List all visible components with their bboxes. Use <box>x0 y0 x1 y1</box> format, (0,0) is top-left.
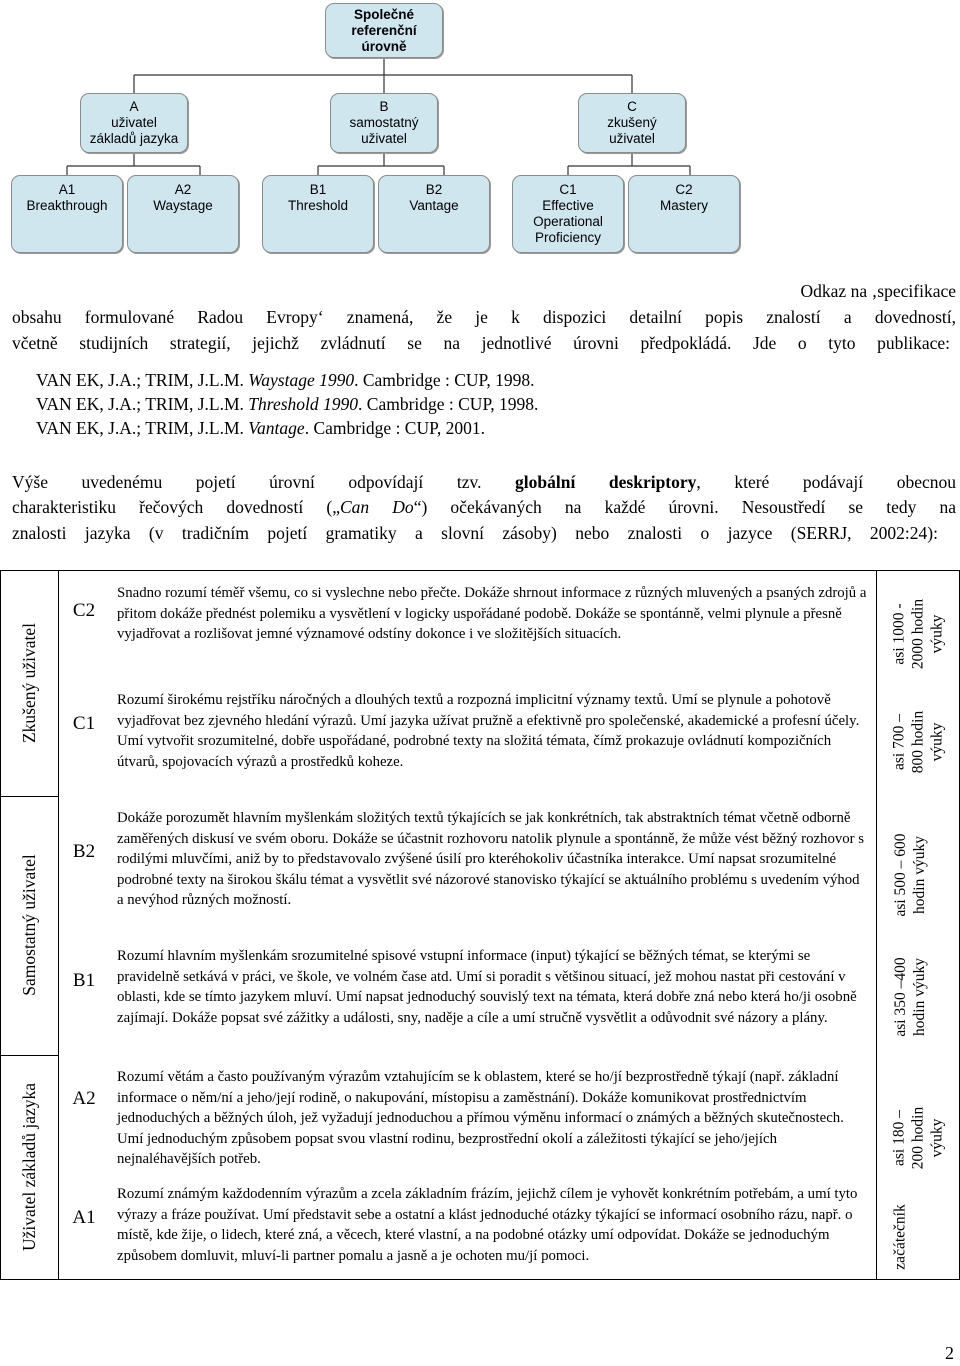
tree-root-node <box>325 3 443 58</box>
hours-line: začátečník <box>891 1204 909 1270</box>
hours-line: 200 hodin <box>909 1106 927 1170</box>
hours-line: asi 350 –400 <box>892 957 909 1037</box>
table-border <box>876 570 877 1280</box>
reference-item <box>36 417 485 440</box>
intro-text: včetně studijních strategií, jejichž zvládnutí se na jednotlivé úrovni předpokládá. Jde o tyto publikace: <box>12 333 950 353</box>
intro-line-3 <box>12 331 950 357</box>
intro-text: Odkaz na ‚specifikace <box>800 281 956 301</box>
descriptors-line-3 <box>12 521 938 547</box>
level-line: Breakthrough <box>26 198 108 213</box>
level-line: Operational <box>533 214 603 229</box>
level-code-a2: A2 <box>72 1088 96 1109</box>
reference-item <box>36 369 534 392</box>
ref-title: Waystage 1990 <box>248 370 355 390</box>
tree-level-c1 <box>512 175 624 253</box>
descriptors-text: znalosti jazyka (v tradičním pojetí gramatiky a slovní zásoby) nebo znalosti o jazyce (SERRJ, 2002:24): <box>12 523 938 543</box>
hours-line: hodin výuky <box>911 836 928 914</box>
hours-a2 <box>890 1107 947 1169</box>
level-code-b2: B2 <box>72 841 96 862</box>
hours-line: 800 hodin <box>909 710 927 774</box>
group-line: zkušený <box>607 115 657 130</box>
hours-line: asi 1000 - <box>890 603 908 665</box>
root-line: Společné <box>353 6 415 22</box>
tree-level-b2 <box>378 175 490 253</box>
intro-line-2 <box>12 305 956 331</box>
level-line: Effective <box>542 198 594 213</box>
level-line: C1 <box>559 182 577 197</box>
group-line: uživatel <box>361 131 407 146</box>
levels-table <box>0 570 960 1280</box>
descriptors-text: , které podávají obecnou <box>696 472 956 492</box>
ref-rest: . Cambridge : CUP, 2001. <box>304 418 486 438</box>
group-line: samostatný <box>349 115 419 130</box>
root-line: referenční <box>351 22 417 38</box>
hours-b2 <box>891 833 929 916</box>
hours-line: výuky <box>928 1118 946 1158</box>
level-code-a1: A1 <box>72 1207 96 1228</box>
reference-item <box>36 393 538 416</box>
intro-line-1 <box>12 279 956 305</box>
hours-line: asi 700 – <box>890 714 908 770</box>
group-divider <box>0 1055 58 1056</box>
level-line: Vantage <box>409 198 459 213</box>
group-label-a: Uživatel základů jazyka <box>19 1082 39 1252</box>
level-line: Proficiency <box>534 230 602 245</box>
hours-c2 <box>890 599 947 669</box>
group-label-c: Zkušený uživatel <box>19 622 39 744</box>
ref-authors: VAN EK, J.A.; TRIM, J.L.M. <box>36 370 249 390</box>
table-border <box>58 570 59 1280</box>
descriptors-line-2 <box>12 495 956 521</box>
hours-line: výuky <box>928 722 946 762</box>
group-line: B <box>379 99 389 114</box>
level-line: Mastery <box>659 198 708 213</box>
ref-rest: . Cambridge : CUP, 1998. <box>358 394 539 414</box>
level-description-b1: Rozumí hlavním myšlenkám srozumitelné spisové vstupní informace (input) týkající se běžných témat, se kterými se pravidelně setkává v práci, ve škole, ve volném čase atd. Umí si poradit s většinou situací, jež mohou nastat při cestování v oblasti, kde se tímto jazykem mluví. Umí napsat jednoduchý souvislý text na témata, která dobře zná nebo která ho/ji osobně zajímají. Dokáže popsat své zážitky a události, sny, naděje a cíle a umí stručně vysvětlit a odůvodnit své názory a plány. <box>117 948 857 1026</box>
hours-line: hodin výuky <box>911 958 928 1036</box>
level-line: A2 <box>174 182 192 197</box>
table-border <box>0 570 1 1280</box>
tree-level-b1 <box>262 175 374 253</box>
tree-group-c <box>578 93 686 153</box>
tree-group-b <box>330 93 438 153</box>
group-line: uživatel <box>609 131 655 146</box>
tree-level-a2 <box>127 175 239 253</box>
level-description-b2: Dokáže porozumět hlavním myšlenkám složitých textů týkajících se jak konkrétních, tak abstraktních témat včetně odborně zaměřených diskusí ve svém oboru. Dokáže se účastnit rozhovoru natolik plynule a spontánně, že může vést běžný rozhovor s rodilými mluvčími, aniž by to představovalo zvýšené úsilí pro kteréhokoliv účastníka interakce. Umí napsat srozumitelné podrobné texty na širokou škálu témat a vysvětlit své názorové stanovisko týkající se aktuálního problému s uvedením výhod a nevýhod různých možností. <box>117 810 865 908</box>
group-label-b: Samostatný uživatel <box>19 854 39 996</box>
ref-title: Vantage <box>248 418 305 438</box>
table-border <box>0 1279 960 1280</box>
group-line: základů jazyka <box>89 131 179 146</box>
hours-line: 2000 hodin <box>909 598 927 670</box>
descriptors-text: Výše uvedenému pojetí úrovní odpovídají tzv. <box>12 472 516 492</box>
level-line: C2 <box>675 182 693 197</box>
group-line: C <box>627 99 637 114</box>
hours-a1 <box>891 1204 910 1269</box>
hours-b1 <box>891 957 929 1036</box>
level-line: A1 <box>58 182 76 197</box>
descriptors-line-1 <box>12 470 956 496</box>
hours-line: výuky <box>928 614 946 654</box>
ref-title: Threshold 1990 <box>248 394 359 414</box>
descriptors-italic: Can Do <box>339 497 414 517</box>
level-line: B1 <box>309 182 327 197</box>
hours-line: asi 180 – <box>890 1110 908 1166</box>
group-divider <box>0 796 58 797</box>
group-line: A <box>129 99 139 114</box>
hours-line: asi 500 – 600 <box>892 833 909 917</box>
level-line: B2 <box>425 182 443 197</box>
intro-text: obsahu formulované Radou Evropy‘ znamená, že je k dispozici detailní popis znalostí a dovedností, <box>12 307 956 327</box>
tree-group-a <box>80 93 188 153</box>
table-border <box>0 570 960 571</box>
level-description-c2: Snadno rozumí téměř všemu, co si vyslechne nebo přečte. Dokáže shrnout informace z různých mluvených a psaných zdrojů a přitom dokáže přednést polemiku a vysvětlení v logicky uspořádané podobě. Dokáže se spontánně, velmi plynule a přesně vyjadřovat a rozlišovat jemné významové odstíny dokonce i ve složitějších situacích. <box>117 585 867 642</box>
page-number: 2 <box>945 1343 954 1363</box>
ref-authors: VAN EK, J.A.; TRIM, J.L.M. <box>36 394 249 414</box>
hours-c1 <box>890 711 947 773</box>
tree-level-c2 <box>628 175 740 253</box>
level-description-a2: Rozumí větám a často používaným výrazům vztahujícím se k oblastem, které se ho/jí bezprostředně týkají (např. základní informace o něm/ní a jeho/její rodině, o nakupování, místopisu a zaměstnání). Dokáže komunikovat prostřednictvím jednoduchých a běžných úloh, jež vyžadují jednoduchou a přímou výměnu informací o známých a běžných skutečnostech. Umí jednoduchým způsobem popsat svou vlastní rodinu, bezprostřední okolí a záležitosti týkající se jeho/jejích nejnaléhavějších potřeb. <box>117 1069 844 1167</box>
ref-authors: VAN EK, J.A.; TRIM, J.L.M. <box>36 418 249 438</box>
descriptors-bold: globální deskriptory <box>515 472 697 492</box>
level-description-c1: Rozumí širokému rejstříku náročných a dlouhých textů a rozpozná implicitní významy textů. Umí se plynule a pohotově vyjadřovat bez zjevného hledání výrazů. Umí jazyka užívat pružně a efektivně pro společenské, akademické a profesní účely. Umí vytvořit srozumitelné, dobře uspořádané, podrobné texty na složitá témata, čímž prokazuje ovládnutí kompozičních útvarů, spojovacích výrazů a prostředků koheze. <box>117 692 860 770</box>
level-code-c2: C2 <box>72 600 96 621</box>
ref-rest: . Cambridge : CUP, 1998. <box>354 370 535 390</box>
level-code-b1: B1 <box>72 970 96 991</box>
descriptors-text: charakteristiku řečových dovedností („ <box>12 497 340 517</box>
root-line: úrovně <box>361 38 407 54</box>
level-description-a1: Rozumí známým každodenním výrazům a zcela základním frázím, jejichž cílem je vyhovět konkrétním potřebám, a umí tyto výrazy a fráze používat. Umí představit sebe a ostatní a klást jednoduché otázky týkající se informací osobního rázu, např. o místě, kde žije, o lidech, které zná, a věcech, které vlastní, a na podobné otázky umí odpovídat. Dokáže se jednoduchým způsobem domluvit, mluví-li partner pomalu a jasně a je ochoten mu/jí pomoci. <box>117 1186 858 1264</box>
tree-level-a1 <box>11 175 123 253</box>
group-line: uživatel <box>111 115 157 130</box>
descriptors-text: “) očekávaných na každé úrovni. Nesoustředí se tedy na <box>413 497 957 517</box>
level-code-c1: C1 <box>72 713 96 734</box>
level-line: Threshold <box>287 198 349 213</box>
level-line: Waystage <box>153 198 213 213</box>
